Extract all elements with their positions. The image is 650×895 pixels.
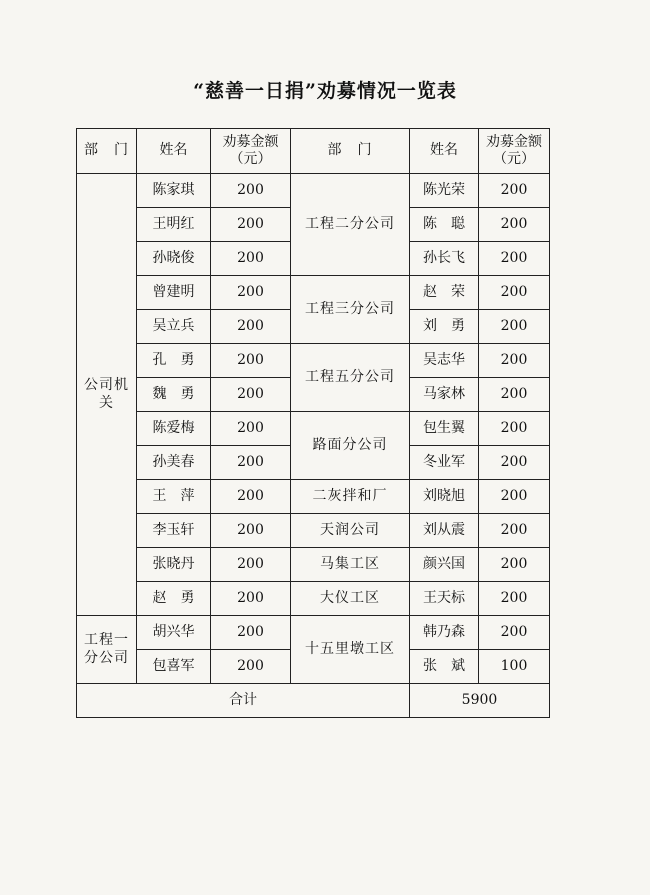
name-cell: 颜兴国	[410, 548, 479, 582]
table-row	[77, 616, 550, 650]
table-row	[77, 582, 550, 616]
name-cell: 冬业军	[410, 446, 479, 480]
total-value: 5900	[410, 684, 550, 718]
name-cell: 赵 勇	[137, 582, 211, 616]
name-cell: 陈爱梅	[137, 412, 211, 446]
amount-cell: 200	[211, 514, 291, 548]
name-cell: 胡兴华	[137, 616, 211, 650]
table-row	[77, 174, 550, 208]
amount-cell: 200	[479, 378, 550, 412]
table-row	[77, 276, 550, 310]
table-row	[77, 514, 550, 548]
name-cell: 孙晓俊	[137, 242, 211, 276]
amount-cell: 200	[211, 650, 291, 684]
table-row	[77, 480, 550, 514]
amount-cell: 200	[211, 616, 291, 650]
name-cell: 包生翼	[410, 412, 479, 446]
table-row	[77, 412, 550, 446]
amount-cell: 200	[479, 616, 550, 650]
total-row	[77, 684, 550, 718]
page-title: “慈善一日捐”劝募情况一览表	[193, 80, 457, 102]
amount-cell: 200	[211, 276, 291, 310]
name-cell: 陈 聪	[410, 208, 479, 242]
name-cell: 刘从震	[410, 514, 479, 548]
name-cell: 王 萍	[137, 480, 211, 514]
name-cell: 陈家琪	[137, 174, 211, 208]
department-cell: 天润公司	[291, 514, 410, 548]
department-cell: 二灰拌和厂	[291, 480, 410, 514]
amount-cell: 200	[211, 242, 291, 276]
amount-cell: 200	[211, 548, 291, 582]
name-cell: 刘 勇	[410, 310, 479, 344]
header-amount: 劝募金额（元）	[479, 129, 550, 174]
table-row	[77, 344, 550, 378]
name-cell: 刘晓旭	[410, 480, 479, 514]
amount-cell: 200	[211, 480, 291, 514]
table-body	[77, 129, 550, 718]
amount-cell: 200	[479, 344, 550, 378]
name-cell: 王天标	[410, 582, 479, 616]
department-cell: 工程三分公司	[291, 276, 410, 344]
total-label: 合计	[77, 684, 410, 718]
name-cell: 韩乃森	[410, 616, 479, 650]
header-name: 姓名	[137, 129, 211, 174]
header-amount: 劝募金额（元）	[211, 129, 291, 174]
amount-cell: 200	[479, 412, 550, 446]
amount-cell: 200	[479, 310, 550, 344]
amount-cell: 200	[479, 242, 550, 276]
amount-cell: 200	[211, 378, 291, 412]
department-cell: 十五里墩工区	[291, 616, 410, 684]
department-cell: 工程二分公司	[291, 174, 410, 276]
table-row	[77, 548, 550, 582]
amount-cell: 200	[211, 174, 291, 208]
amount-cell: 200	[211, 310, 291, 344]
amount-cell: 200	[479, 514, 550, 548]
amount-cell: 200	[479, 174, 550, 208]
amount-cell: 200	[211, 344, 291, 378]
department-cell: 大仪工区	[291, 582, 410, 616]
amount-cell: 200	[479, 548, 550, 582]
name-cell: 孙美春	[137, 446, 211, 480]
amount-cell: 200	[211, 208, 291, 242]
department-cell: 工程五分公司	[291, 344, 410, 412]
name-cell: 包喜军	[137, 650, 211, 684]
donation-table	[76, 128, 550, 718]
name-cell: 吴志华	[410, 344, 479, 378]
name-cell: 张 斌	[410, 650, 479, 684]
header-row	[77, 129, 550, 174]
name-cell: 王明红	[137, 208, 211, 242]
amount-cell: 200	[479, 276, 550, 310]
department-cell: 公司机关	[77, 174, 137, 616]
amount-cell: 200	[211, 446, 291, 480]
name-cell: 孔 勇	[137, 344, 211, 378]
name-cell: 张晓丹	[137, 548, 211, 582]
department-cell: 工程一分公司	[77, 616, 137, 684]
name-cell: 赵 荣	[410, 276, 479, 310]
amount-cell: 200	[479, 446, 550, 480]
name-cell: 曾建明	[137, 276, 211, 310]
department-cell: 马集工区	[291, 548, 410, 582]
amount-cell: 200	[479, 480, 550, 514]
name-cell: 孙长飞	[410, 242, 479, 276]
amount-cell: 200	[211, 582, 291, 616]
header-dept: 部 门	[291, 129, 410, 174]
header-name: 姓名	[410, 129, 479, 174]
amount-cell: 200	[479, 208, 550, 242]
amount-cell: 200	[479, 582, 550, 616]
header-dept: 部 门	[77, 129, 137, 174]
name-cell: 马家林	[410, 378, 479, 412]
amount-cell: 100	[479, 650, 550, 684]
name-cell: 吴立兵	[137, 310, 211, 344]
department-cell: 路面分公司	[291, 412, 410, 480]
name-cell: 李玉轩	[137, 514, 211, 548]
amount-cell: 200	[211, 412, 291, 446]
name-cell: 魏 勇	[137, 378, 211, 412]
name-cell: 陈光荣	[410, 174, 479, 208]
